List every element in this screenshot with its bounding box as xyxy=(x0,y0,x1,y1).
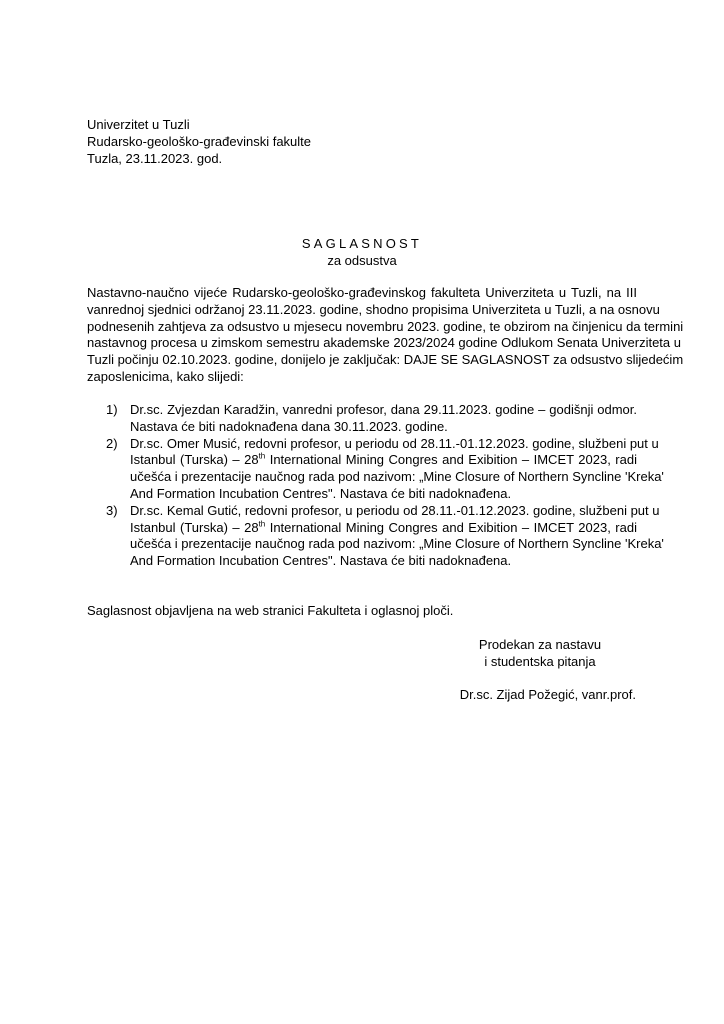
employee-list xyxy=(106,402,664,570)
list-item xyxy=(106,402,637,436)
list-item-line: Nastava će biti nadoknađena dana 30.11.2023. godine. xyxy=(130,418,448,434)
list-item-text: Istanbul (Turska) – 28 xyxy=(130,452,259,468)
list-item-line xyxy=(130,452,637,469)
list-item-line: Dr.sc. Kemal Gutić, redovni profesor, u periodu od 28.11.-01.12.2023. godine, službeni put u xyxy=(130,502,660,518)
letterhead xyxy=(87,117,311,168)
list-item-line: And Formation Incubation Centres". Nastava će biti nadoknađena. xyxy=(130,553,512,569)
ordinal-suffix: th xyxy=(258,452,266,462)
ordinal-suffix: th xyxy=(258,519,266,529)
signatory-role: Prodekan za nastavu xyxy=(478,637,602,652)
list-item-line: And Formation Incubation Centres". Nastava će biti nadoknađena. xyxy=(130,485,512,501)
closing-statement: Saglasnost objavljena na web stranici Fakulteta i oglasnoj ploči. xyxy=(87,603,454,618)
intro-line: vanrednoj sjednici održanoj 23.11.2023. godine, shodno propisima Univerziteta u Tuzli, a na osnovu xyxy=(87,301,660,317)
list-item xyxy=(106,435,664,503)
list-item-line: Dr.sc. Zvjezdan Karadžin, vanredni profesor, dana 29.11.2023. godine – godišnji odmor. xyxy=(130,402,637,417)
signatory-role: i studentska pitanja xyxy=(484,654,596,669)
list-item-line: Dr.sc. Omer Musić, redovni profesor, u periodu od 28.11.-01.12.2023. godine, službeni put u xyxy=(130,435,659,451)
document-title: SAGLASNOST xyxy=(301,236,423,251)
university-name: Univerzitet u Tuzli xyxy=(87,117,190,132)
list-item-number: 3) xyxy=(106,502,118,518)
place-date: Tuzla, 23.11.2023. god. xyxy=(87,151,223,166)
intro-line: Tuzli počinju 02.10.2023. godine, donijelo je zaključak: DAJE SE SAGLASNOST za odsustvo slijedećim xyxy=(87,352,684,368)
list-item-text: International Mining Congres and Exibition – IMCET 2023, radi xyxy=(265,452,637,468)
list-item-line: učešća i prezentacije naučnog rada pod nazivom: „Mine Closure of Northern Syncline 'Kreka' xyxy=(130,536,664,552)
list-item-text: Istanbul (Turska) – 28 xyxy=(130,519,259,535)
list-item-text: International Mining Congres and Exibition – IMCET 2023, radi xyxy=(265,519,637,535)
intro-line: nastavnog procesa u zimskom semestru akademske 2023/2024 godine Odlukom Senata Univerziteta u xyxy=(87,335,681,351)
list-item-number: 1) xyxy=(106,402,118,417)
document-title-block xyxy=(0,236,724,270)
document-subtitle: za odsustva xyxy=(327,253,397,268)
list-item-number: 2) xyxy=(106,435,118,451)
faculty-name: Rudarsko-geološko-građevinski fakulte xyxy=(87,134,312,149)
list-item xyxy=(106,502,664,570)
signatory-name: Dr.sc. Zijad Požegić, vanr.prof. xyxy=(459,687,636,702)
intro-line: podnesenih zahtjeva za odsustvo u mjesecu novembru 2023. godine, te obzirom na činjenicu da termini xyxy=(87,318,684,334)
intro-line: Nastavno-naučno vijeće Rudarsko-geološko-građevinskog fakulteta Univerziteta u Tuzli, na III xyxy=(87,285,637,300)
intro-line: zaposlenicima, kako slijedi: xyxy=(87,368,244,384)
list-item-line xyxy=(130,520,637,537)
intro-paragraph xyxy=(87,285,684,386)
list-item-line: učešća i prezentacije naučnog rada pod nazivom: „Mine Closure of Northern Syncline 'Kreka' xyxy=(130,469,664,485)
